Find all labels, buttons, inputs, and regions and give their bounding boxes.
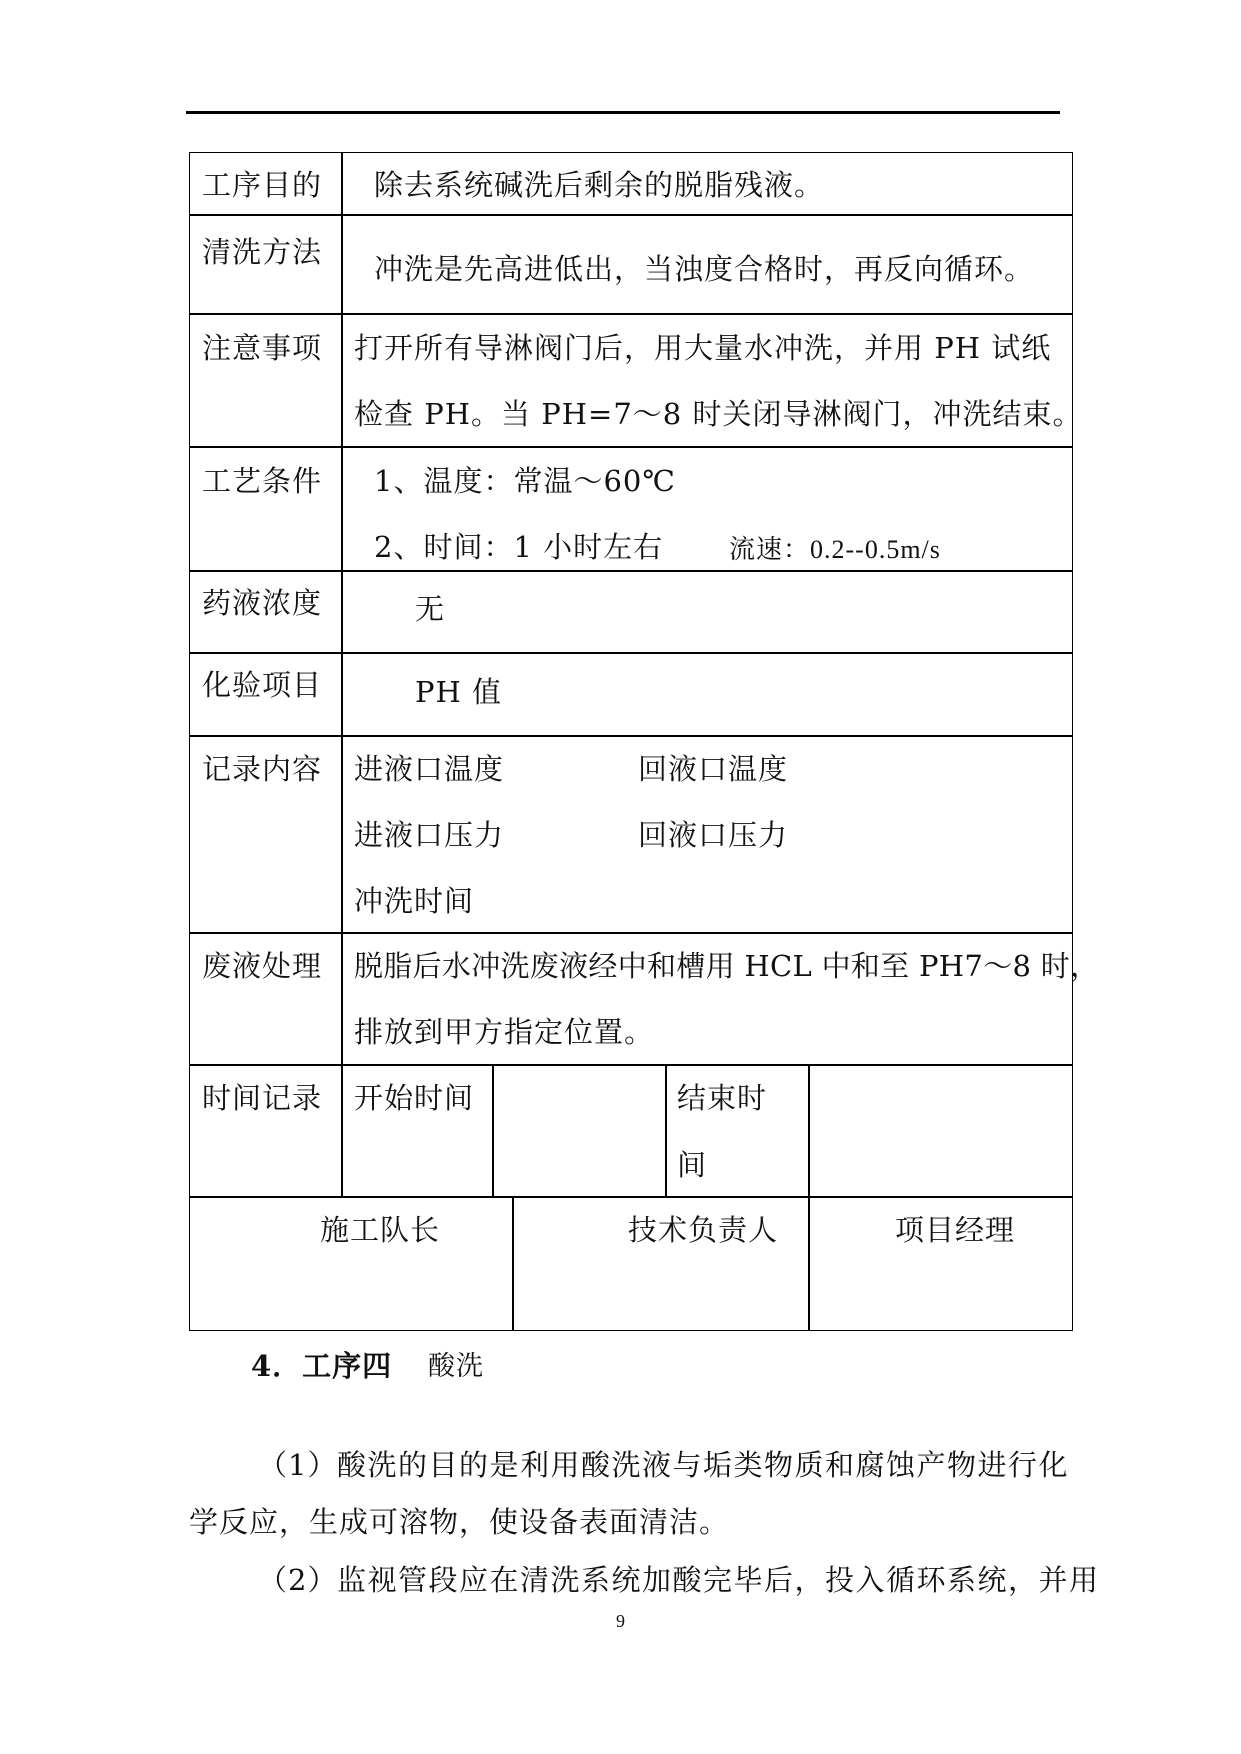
row-label: 时间记录 — [202, 1081, 323, 1115]
table-label-divider — [341, 152, 343, 1198]
section-number: 4．工序四 — [251, 1349, 393, 1383]
signature-divider — [512, 1196, 514, 1331]
row-content: 无 — [415, 592, 446, 626]
table-row-line — [189, 652, 1073, 654]
start-time-label: 开始时间 — [354, 1081, 475, 1115]
row-label: 清洗方法 — [202, 235, 323, 269]
table-row-line — [189, 1196, 1073, 1198]
signature-label: 施工队长 — [320, 1213, 441, 1247]
row-content: 2、时间：1 小时左右 — [374, 530, 664, 564]
row-label: 注意事项 — [202, 331, 323, 365]
signature-label: 技术负责人 — [628, 1213, 779, 1247]
row-label: 工艺条件 — [202, 464, 323, 498]
row-content: 冲洗是先高进低出，当浊度合格时，再反向循环。 — [374, 252, 1035, 286]
record-item: 回液口压力 — [638, 818, 789, 852]
table-row-line — [189, 735, 1073, 737]
record-item: 冲洗时间 — [354, 884, 475, 918]
record-item: 回液口温度 — [638, 752, 789, 786]
paragraph-marker: （2） — [258, 1563, 338, 1597]
record-item: 进液口压力 — [354, 818, 505, 852]
table-row-line — [189, 446, 1073, 448]
signature-divider — [808, 1196, 810, 1331]
table-row-line — [189, 313, 1073, 315]
table-row-line — [189, 1064, 1073, 1066]
paragraph-line: 监视管段应在清洗系统加酸完毕后，投入循环系统，并用 — [337, 1563, 1100, 1597]
end-time-label: 间 — [677, 1148, 708, 1182]
row-content: 检查 PH。当 PH=7～8 时关闭导淋阀门，冲洗结束。 — [354, 397, 1083, 431]
row-content: 除去系统碱洗后剩余的脱脂残液。 — [374, 168, 825, 202]
header-rule — [186, 111, 1060, 114]
row-content: 1、温度：常温～60℃ — [374, 464, 676, 498]
row-label: 化验项目 — [202, 668, 323, 702]
row-label: 药液浓度 — [202, 586, 323, 620]
table-row-line — [189, 214, 1073, 216]
paragraph-marker: （1） — [258, 1448, 338, 1482]
row-content: 打开所有导淋阀门后，用大量水冲洗，并用 PH 试纸 — [354, 331, 1052, 365]
time-cell-divider — [492, 1064, 494, 1196]
row-content: PH 值 — [415, 675, 503, 709]
row-content: 脱脂后水冲洗废液经中和槽用 HCL 中和至 PH7～8 时， — [354, 949, 1100, 983]
row-label: 废液处理 — [202, 949, 323, 983]
row-content: 排放到甲方指定位置。 — [354, 1015, 655, 1049]
paragraph-line: 学反应，生成可溶物，使设备表面清洁。 — [189, 1505, 730, 1539]
process-table — [189, 152, 1073, 1331]
signature-label: 项目经理 — [895, 1213, 1016, 1247]
section-title: 酸洗 — [428, 1351, 484, 1382]
paragraph-line: 酸洗的目的是利用酸洗液与垢类物质和腐蚀产物进行化 — [337, 1448, 1070, 1482]
time-cell-divider — [665, 1064, 667, 1196]
page-number: 9 — [616, 1611, 625, 1631]
time-cell-divider — [808, 1064, 810, 1196]
flow-rate: 流速：0.2--0.5m/s — [729, 535, 941, 564]
table-row-line — [189, 570, 1073, 572]
table-row-line — [189, 932, 1073, 934]
record-item: 进液口温度 — [354, 752, 505, 786]
end-time-label: 结束时 — [677, 1081, 768, 1115]
row-label: 工序目的 — [202, 168, 323, 202]
row-label: 记录内容 — [202, 752, 323, 786]
